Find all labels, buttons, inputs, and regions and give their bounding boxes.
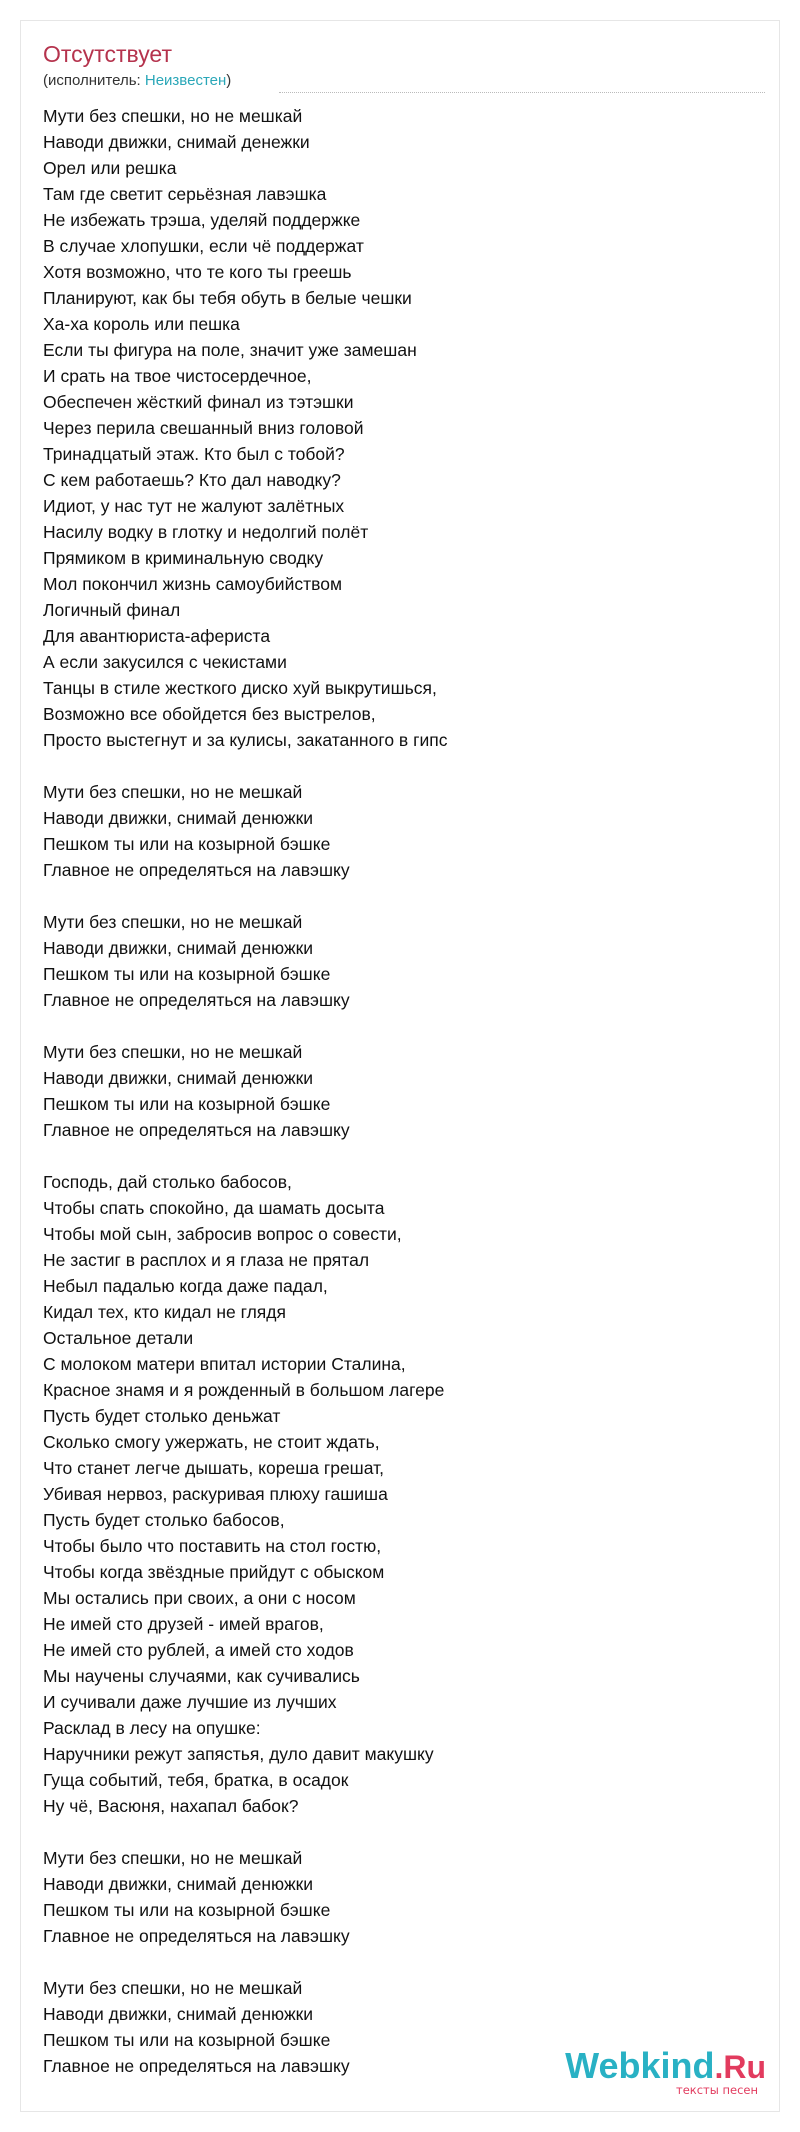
- lyrics-line: Возможно все обойдется без выстрелов,: [43, 704, 376, 724]
- lyrics-line: С молоком матери впитал истории Сталина,: [43, 1354, 406, 1374]
- lyrics-line: Главное не определяться на лавэшку: [43, 860, 350, 880]
- lyrics-line: А если закусился с чекистами: [43, 652, 287, 672]
- logo-tld: .Ru: [714, 2049, 766, 2085]
- lyrics-line: Мы остались при своих, а они с носом: [43, 1588, 356, 1608]
- lyrics-body: [43, 103, 763, 2105]
- lyrics-line: Наводи движки, снимай денюжки: [43, 938, 314, 958]
- lyrics-line: Убивая нервоз, раскуривая плюху гашиша: [43, 1484, 388, 1504]
- lyrics-line: Не избежать трэша, уделяй поддержке: [43, 210, 361, 230]
- lyrics-line: Расклад в лесу на опушке:: [43, 1718, 261, 1738]
- lyrics-line: Наводи движки, снимай денюжки: [43, 808, 314, 828]
- lyrics-line: Не застиг в расплох и я глаза не прятал: [43, 1250, 370, 1270]
- lyrics-line: Орел или решка: [43, 158, 177, 178]
- song-title: Отсутствует: [43, 41, 172, 67]
- lyrics-line: Мути без спешки, но не мешкай: [43, 782, 303, 802]
- lyrics-line: Не имей сто друзей - имей врагов,: [43, 1614, 324, 1634]
- lyrics-line: Кидал тех, кто кидал не глядя: [43, 1302, 286, 1322]
- lyrics-line: Прямиком в криминальную сводку: [43, 548, 324, 568]
- lyrics-line: Чтобы когда звёздные прийдут с обыском: [43, 1562, 385, 1582]
- lyrics-line: Пешком ты или на козырной бэшке: [43, 964, 331, 984]
- lyrics-line: Сколько смогу ужержать, не стоит ждать,: [43, 1432, 380, 1452]
- logo-subtitle: тексты песен: [676, 2083, 758, 2097]
- lyrics-line: Пусть будет столько деньжат: [43, 1406, 281, 1426]
- lyrics-stanza: [43, 1039, 763, 1143]
- lyrics-line: Главное не определяться на лавэшку: [43, 1926, 350, 1946]
- lyrics-line: И сучивали даже лучшие из лучших: [43, 1692, 337, 1712]
- lyrics-line: Если ты фигура на поле, значит уже замешан: [43, 340, 417, 360]
- lyrics-line: Хотя возможно, что те кого ты греешь: [43, 262, 352, 282]
- lyrics-line: Мути без спешки, но не мешкай: [43, 1978, 303, 1998]
- lyrics-line: Логичный финал: [43, 600, 181, 620]
- lyrics-line: Мол покончил жизнь самоубийством: [43, 574, 342, 594]
- lyrics-line: Наводи движки, снимай денюжки: [43, 1874, 314, 1894]
- lyrics-line: Пешком ты или на козырной бэшке: [43, 1094, 331, 1114]
- lyrics-line: Мути без спешки, но не мешкай: [43, 106, 303, 126]
- lyrics-line: Ну чё, Васюня, нахапал бабок?: [43, 1796, 299, 1816]
- lyrics-line: И срать на твое чистосердечное,: [43, 366, 312, 386]
- lyrics-page: [20, 20, 780, 2112]
- performer-line: [43, 72, 231, 90]
- lyrics-line: Мути без спешки, но не мешкай: [43, 912, 303, 932]
- lyrics-line: Господь, дай столько бабосов,: [43, 1172, 292, 1192]
- header-divider: [279, 92, 765, 93]
- lyrics-stanza: [43, 103, 763, 753]
- lyrics-line: Чтобы спать спокойно, да шамать досыта: [43, 1198, 385, 1218]
- lyrics-line: Наводи движки, снимай денюжки: [43, 1068, 314, 1088]
- lyrics-stanza: [43, 909, 763, 1013]
- lyrics-line: Мути без спешки, но не мешкай: [43, 1042, 303, 1062]
- lyrics-line: Главное не определяться на лавэшку: [43, 2056, 350, 2076]
- lyrics-line: Мы научены случаями, как сучивались: [43, 1666, 360, 1686]
- lyrics-line: Наручники режут запястья, дуло давит макушку: [43, 1744, 434, 1764]
- logo-wordmark: [565, 2046, 766, 2087]
- lyrics-line: Главное не определяться на лавэшку: [43, 990, 350, 1010]
- lyrics-line: Чтобы мой сын, забросив вопрос о совести,: [43, 1224, 402, 1244]
- lyrics-line: Не имей сто рублей, а имей сто ходов: [43, 1640, 354, 1660]
- lyrics-line: Через перила свешанный вниз головой: [43, 418, 364, 438]
- lyrics-line: С кем работаешь? Кто дал наводку?: [43, 470, 341, 490]
- logo-word: Webkind: [565, 2045, 715, 2086]
- lyrics-line: Там где светит серьёзная лавэшка: [43, 184, 327, 204]
- lyrics-line: Идиот, у нас тут не жалуют залётных: [43, 496, 345, 516]
- lyrics-line: Красное знамя и я рожденный в большом лагере: [43, 1380, 445, 1400]
- lyrics-line: Пешком ты или на козырной бэшке: [43, 1900, 331, 1920]
- lyrics-line: Пешком ты или на козырной бэшке: [43, 2030, 331, 2050]
- lyrics-line: Мути без спешки, но не мешкай: [43, 1848, 303, 1868]
- lyrics-stanza: [43, 1169, 763, 1819]
- lyrics-line: Для авантюриста-афериста: [43, 626, 271, 646]
- lyrics-line: Тринадцатый этаж. Кто был с тобой?: [43, 444, 345, 464]
- performer-link[interactable]: Неизвестен: [144, 72, 227, 89]
- lyrics-line: Главное не определяться на лавэшку: [43, 1120, 350, 1140]
- lyrics-stanza: [43, 1845, 763, 1949]
- lyrics-line: Гуща событий, тебя, братка, в осадок: [43, 1770, 349, 1790]
- lyrics-line: Наводи движки, снимай денежки: [43, 132, 310, 152]
- lyrics-line: Остальное детали: [43, 1328, 194, 1348]
- lyrics-line: Пусть будет столько бабосов,: [43, 1510, 285, 1530]
- lyrics-line: Чтобы было что поставить на стол гостю,: [43, 1536, 382, 1556]
- performer-prefix: (исполнитель:: [43, 72, 145, 89]
- lyrics-line: Пешком ты или на козырной бэшке: [43, 834, 331, 854]
- lyrics-line: Просто выстегнут и за кулисы, закатанного в гипс: [43, 730, 448, 750]
- lyrics-line: Наводи движки, снимай денюжки: [43, 2004, 314, 2024]
- performer-suffix: ): [226, 72, 232, 89]
- lyrics-line: Планируют, как бы тебя обуть в белые чешки: [43, 288, 412, 308]
- lyrics-line: В случае хлопушки, если чё поддержат: [43, 236, 364, 256]
- lyrics-line: Насилу водку в глотку и недолгий полёт: [43, 522, 369, 542]
- lyrics-line: Ха-ха король или пешка: [43, 314, 240, 334]
- lyrics-line: Обеспечен жёсткий финал из тэтэшки: [43, 392, 354, 412]
- lyrics-line: Танцы в стиле жесткого диско хуй выкрутишься,: [43, 678, 437, 698]
- lyrics-stanza: [43, 779, 763, 883]
- lyrics-line: Небыл падалью когда даже падал,: [43, 1276, 328, 1296]
- lyrics-line: Что станет легче дышать, кореша грешат,: [43, 1458, 385, 1478]
- webkind-logo[interactable]: [566, 2046, 766, 2098]
